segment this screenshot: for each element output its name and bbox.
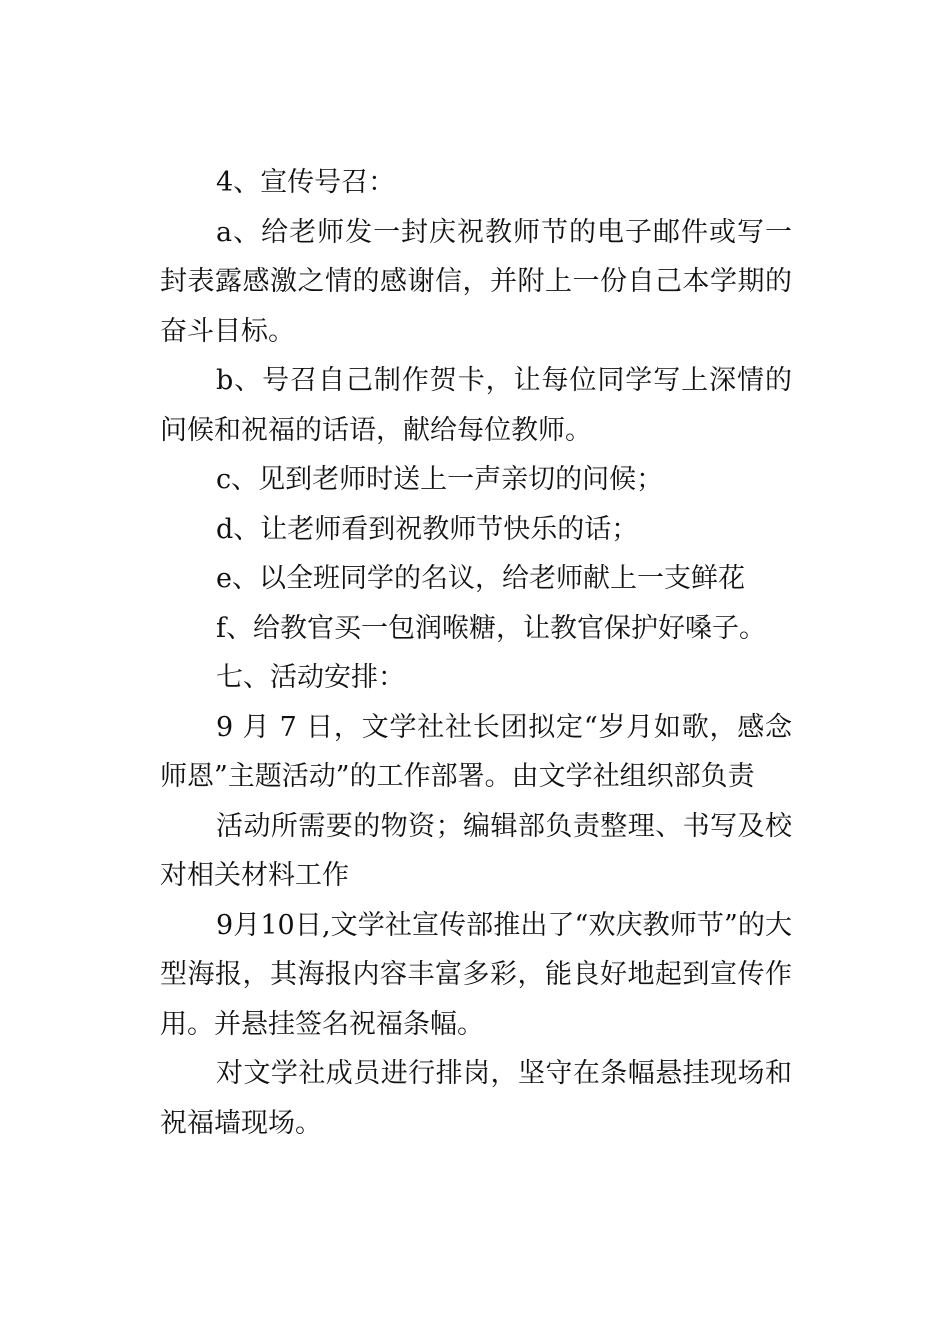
paragraph-item-b: b、号召自己制作贺卡，让每位同学写上深情的问候和祝福的话语，献给每位教师。 xyxy=(160,365,792,446)
paragraph-item-f: f、给教官买一包润喉糖，让教官保护好嗓子。 xyxy=(216,612,766,644)
paragraph-item-e: e、以全班同学的名议，给老师献上一支鲜花 xyxy=(216,563,745,594)
heading-publicity-call: 4、宣传号召： xyxy=(216,167,396,198)
paragraph-materials: 活动所需要的物资；编辑部负责整理、书写及校对相关材料工作 xyxy=(160,810,792,891)
paragraph-sept-7: 9 月 7 日，文学社社长团拟定“岁月如歌，感念师恩”主题活动”的工作部署。由文学社组织部负责 xyxy=(160,711,792,792)
paragraph-staffing: 对文学社成员进行排岗，坚守在条幅悬挂现场和祝福墙现场。 xyxy=(160,1058,792,1139)
paragraph-sept-10: 9月10日,文学社宣传部推出了“欢庆教师节”的大型海报，其海报内容丰富多彩，能良好地起到宣传作用。并悬挂签名祝福条幅。 xyxy=(160,909,792,1040)
paragraph-item-a: a、给老师发一封庆祝教师节的电子邮件或写一封表露感激之情的感谢信，并附上一份自己本学期的奋斗目标。 xyxy=(160,216,792,347)
paragraph-item-c: c、见到老师时送上一声亲切的问候； xyxy=(216,464,664,495)
paragraph-item-d: d、让老师看到祝教师节快乐的话； xyxy=(216,513,639,545)
document-body xyxy=(160,158,792,1148)
heading-activity-arrangement: 七、活动安排： xyxy=(216,662,405,693)
